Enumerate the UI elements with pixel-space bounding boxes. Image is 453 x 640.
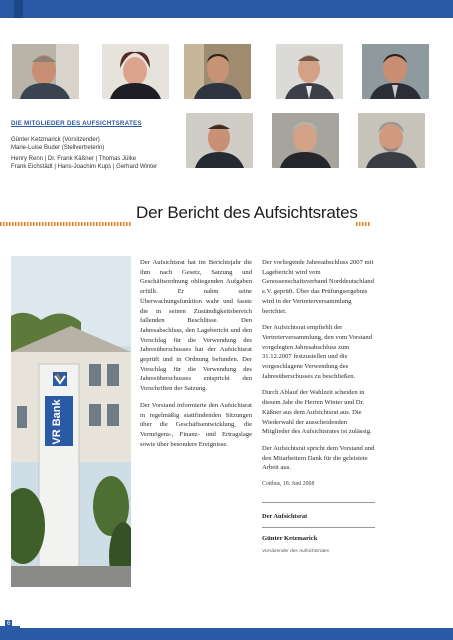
report-paragraph: Der Aufsichtsrat empfiehlt der Vertreterversammlung, den vom Vorstand vorgelegten Jahresabschluss zum 31.12.2007 festzustellen und die vorgeschlagene Verwendung des Jahresüberschusses zu beschließen. — [262, 324, 372, 380]
section-title: Der Bericht des Aufsichtsrates — [136, 203, 358, 222]
members-line: Marie-Luise Buder (Stellvertreterin) — [11, 145, 105, 151]
members-heading: DIE MITGLIEDER DES AUFSICHTSRATES — [11, 120, 142, 127]
portrait-member-1 — [12, 44, 79, 99]
portrait-member-2 — [102, 44, 169, 99]
bank-building-photo — [11, 256, 131, 587]
report-paragraph: Der Aufsichtsrat hat im Berichtsjahr die ihm nach Gesetz, Satzung und Geschäftsordnung obliegenden Aufgaben erfüllt. Er nahm seine Überwachungsfunktion wahr und fasste die in seinen Zuständigkeitsbereich fallenden Beschlüsse. Den Jahresabschluss, den Lagebericht und den Vorschlag für die Verwendung des Jahresüberschusses hat der Aufsichtsrat geprüft und in Ordnung befunden. Der Vorschlag für die Verwendung des Jahresüberschusses entspricht den Vorschriften der Satzung. — [140, 259, 252, 393]
signature-name: Günter Ketzmarick — [262, 535, 318, 543]
members-line: Frank Eichstädt | Hans-Joachim Kups | Gerhard Winter — [11, 164, 158, 170]
portrait-member-5 — [362, 44, 429, 99]
top-color-bar — [0, 0, 453, 18]
title-rule-right — [356, 222, 370, 226]
signature-divider — [262, 527, 375, 528]
bottom-color-bar — [0, 628, 453, 640]
report-column-right — [262, 258, 375, 557]
date-line: Cottbus, 18. Juni 2008 — [262, 481, 315, 488]
portrait-member-4 — [276, 44, 343, 99]
report-paragraph: Der vorliegende Jahresabschluss 2007 mit Lagebericht wird vom Genossenschaftsverband Norddeutschland e.V. geprüft. Über das Prüfungsergebnis wird in der Vertreterversammlung berichtet. — [262, 259, 374, 315]
members-line: Henry Renn | Dr. Frank Käßner | Thomas Jülke — [11, 156, 137, 162]
portrait-member-3 — [184, 44, 251, 99]
page-number: 6 — [7, 621, 11, 627]
portrait-member-8 — [358, 113, 425, 168]
title-rule-left — [0, 222, 131, 226]
members-line: Günter Ketzmarick (Vorsitzender) — [11, 137, 100, 143]
top-bar-tab — [14, 0, 23, 18]
portrait-member-6 — [186, 113, 253, 168]
signature-role: Vorsitzender des Aufsichtsrates — [262, 549, 330, 555]
portrait-member-7 — [272, 113, 339, 168]
report-paragraph: Durch Ablauf der Wahlzeit scheiden in diesem Jahr die Herren Winter und Dr. Käßner aus dem Aufsichtsrat aus. Die Wiederwahl der ausscheidenden Mitglieder des Aufsichtsrates ist zulässig. — [262, 389, 372, 436]
report-paragraph: Der Vorstand informierte den Aufsichtsrat in regelmäßig stattfindenden Sitzungen über die Geschäftsentwicklung, die Vermögens-, Finanz- und Ertragslage sowie über besondere Ereignisse. — [140, 401, 252, 448]
report-column-left — [140, 258, 252, 456]
signature-divider — [262, 502, 375, 503]
bank-sign-text: VR Bank — [51, 399, 63, 445]
signature-heading: Der Aufsichtsrat — [262, 512, 308, 520]
report-paragraph: Der Aufsichtsrat spricht dem Vorstand und den Mitarbeitern Dank für die geleistete Arbeit aus. — [262, 444, 375, 472]
